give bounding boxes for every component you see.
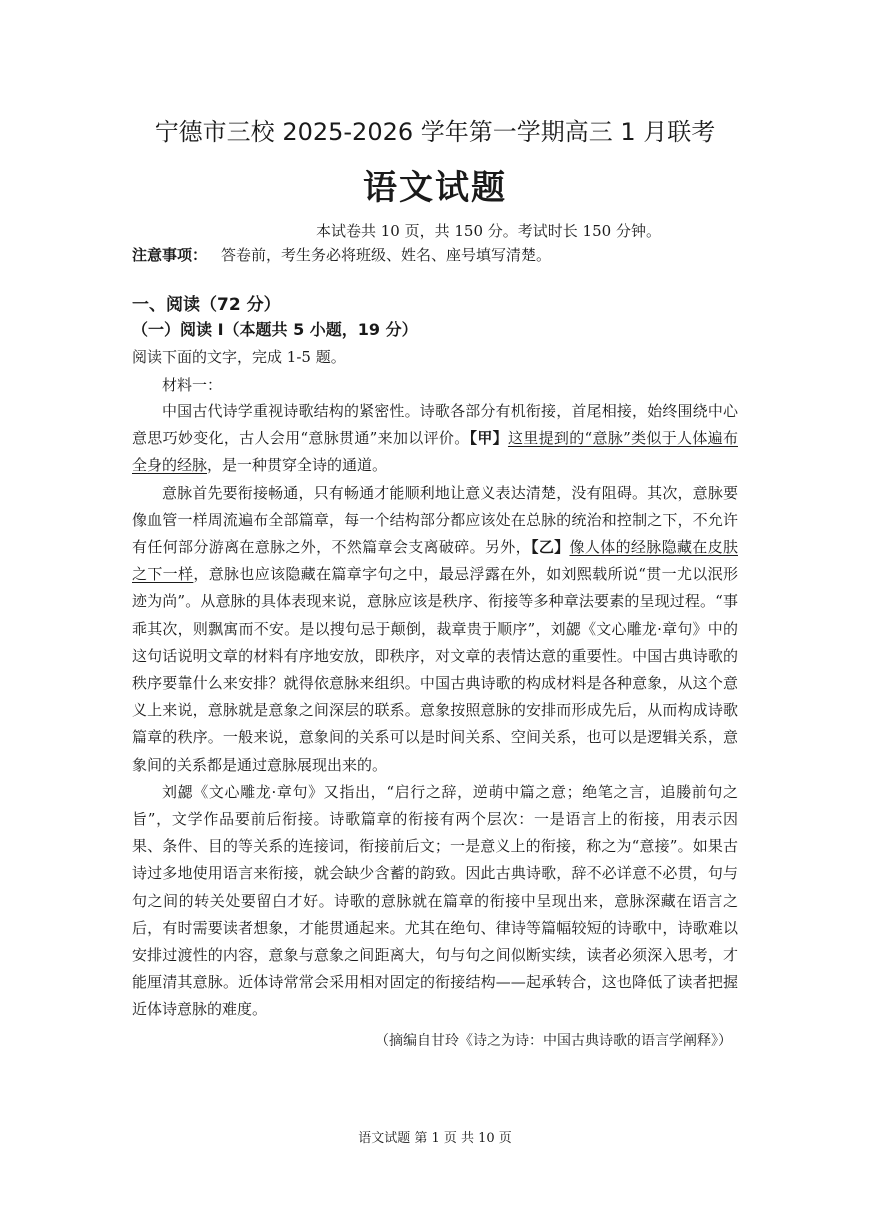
passage-paragraph-2: 意脉首先要衔接畅通，只有畅通才能顺利地让意义表达清楚，没有阻碍。其次，意脉要像血管一样周流遍布全部篇章，每一个结构部分都应该处在总脉的统治和控制之下，不允许有任何部分游离在意脉之外，不然篇章会支离破碎。另外，【乙】像人体的经脉隐藏在皮肤之下一样，意脉也应该隐藏在篇章字句之中，最忌浮露在外，如刘熙载所说“贯一尤以泯形迹为尚”。从意脉的具体表现来说，意脉应该是秩序、衔接等多种章法要素的呈现过程。“事乖其次，则飘寓而不安。是以搜句忌于颠倒，裁章贵于顺序”，刘勰《文心雕龙·章句》中的这句话说明文章的材料有序地安放，即秩序，对文章的表情达意的重要性。中国古典诗歌的秩序要靠什么来安排？就得依意脉来组织。中国古典诗歌的构成材料是各种意象，从这个意义上来说，意脉就是意象之间深层的联系。意象按照意脉的安排而形成先后，从而构成诗歌篇章的秩序。一般来说，意象间的关系可以是时间关系、空间关系，也可以是逻辑关系，意象间的关系都是通过意脉展现出来的。 [132,483,738,774]
section-heading-reading: 一、阅读（72 分） [132,295,281,315]
notice-text: 答卷前，考生务必将班级、姓名、座号填写清楚。 [221,246,552,264]
passage [132,398,738,1024]
material-label: 材料一： [162,376,223,394]
exam-info: 本试卷共 10 页，共 150 分。考试时长 150 分钟。 [316,222,661,240]
subject-title: 语文试题 [363,168,507,208]
section-subheading-reading-1: （一）阅读 I（本题共 5 小题，19 分） [132,320,418,339]
notice-label: 注意事项： [132,246,208,264]
notice [132,244,551,265]
marker-jia: 【甲】 [469,429,508,448]
exam-title: 宁德市三校 2025-2026 学年第一学期高三 1 月联考 [154,118,716,146]
passage-source: （摘编自甘玲《诗之为诗：中国古典诗歌的语言学阐释》） [375,1033,732,1049]
underlined-sentence-jia: 这里提到的“意脉”类似于人体遍布全身的经脉 [132,429,738,475]
underlined-sentence-yi: 像人体的经脉隐藏在皮肤之下一样 [132,538,738,584]
passage-paragraph-1: 中国古代诗学重视诗歌结构的紧密性。诗歌各部分有机衔接，首尾相接，始终围绕中心意思巧妙变化，古人会用“意脉贯通”来加以评价。【甲】这里提到的“意脉”类似于人体遍布全身的经脉，是一种贯穿全诗的通道。 [132,402,738,475]
reading-instruction: 阅读下面的文字，完成 1-5 题。 [132,348,346,366]
marker-yi: 【乙】 [530,538,570,557]
page-footer: 语文试题 第 1 页 共 10 页 [358,1131,512,1146]
passage-paragraph-3: 刘勰《文心雕龙·章句》又指出，“启行之辞，逆萌中篇之意；绝笔之言，追媵前句之旨”，文学作品要前后衔接。诗歌篇章的衔接有两个层次：一是语言上的衔接，用表示因果、条件、目的等关系的连接词，衔接前后文；一是意义上的衔接，称之为“意接”。如果古诗过多地使用语言来衔接，就会缺少含蓄的韵致。因此古典诗歌，辞不必详意不必贯，句与句之间的转关处要留白才好。诗歌的意脉就在篇章的衔接中呈现出来，意脉深藏在语言之后，有时需要读者想象，才能贯通起来。尤其在绝句、律诗等篇幅较短的诗歌中，诗歌难以安排过渡性的内容，意象与意象之间距离大，句与句之间似断实续，读者必须深入思考，才能厘清其意脉。近体诗常常会采用相对固定的衔接结构——起承转合，这也降低了读者把握近体诗意脉的难度。 [132,782,738,1019]
